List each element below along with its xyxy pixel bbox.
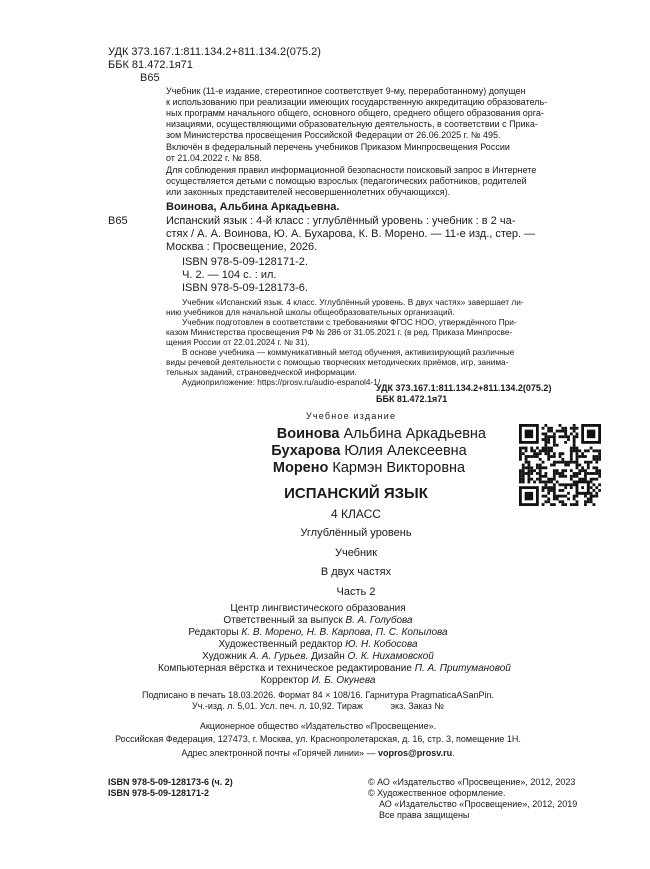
isbn-line: ISBN 978-5-09-128173-6 (ч. 2) [108, 777, 233, 787]
credit-role: Дизайн [308, 651, 348, 662]
credit-role: Художник [202, 651, 250, 662]
text-line: В основе учебника — коммуникативный метод обучения, активизирующий различные [182, 347, 515, 357]
text-line: виды речевой деятельности с помощью творческих методических приёмов, игр, занима- [166, 357, 509, 367]
credits [158, 603, 511, 687]
text-line: Москва : Просвещение, 2026. [166, 241, 318, 253]
text-line: стях / А. А. Воинова, Ю. А. Бухарова, К. В. Морено. — 11-е изд., стер. — [166, 228, 536, 240]
text-line: казом Министерства просвещения РФ № 286 от 31.05.2021 г. (в ред. Приказа Минпросве- [166, 327, 513, 337]
approval-paragraph [166, 86, 547, 141]
credit-names: И. Б. Окунева [311, 675, 376, 686]
bbk-code: ББК 81.472.1я71 [376, 394, 448, 404]
credit-names: В. А. Голубова [345, 615, 413, 626]
credit-line [158, 639, 478, 651]
author-2 [250, 443, 486, 460]
hotline-label: Адрес электронной почты «Горячей линии» — [181, 748, 378, 758]
text-line: Российская Федерация, 127473, г. Москва, ул. Краснопролетарская, д. 16, стр. 3, помещение 1Н. [115, 734, 521, 744]
authors-list [250, 426, 486, 477]
text-line: Уч.-изд. л. 5,01. Усл. печ. л. 10,92. Тираж экз. Заказ № [192, 701, 444, 711]
text-line: ISBN 978-5-09-128171-2. [182, 256, 308, 268]
author-surname: Воинова [276, 426, 340, 442]
text-line: ных программ начального общего, основного общего, среднего общего образования орга- [166, 108, 544, 118]
catalog-code: В65 [108, 215, 128, 227]
credit-line [158, 675, 478, 687]
text-line: низациями, осуществляющими образовательную деятельность, в соответствии с Прика- [166, 119, 538, 129]
text-line: Учебник (11-е издание, стереотипное соответствует 9-му, переработанному) допущен [166, 86, 526, 96]
credit-role: Редакторы [188, 627, 242, 638]
text-line: щения России от 22.01.2024 г. № 31). [166, 337, 310, 347]
text-line: Включён в федеральный перечень учебников Приказом Минпросвещения России [166, 142, 510, 152]
copyright-block [368, 777, 577, 821]
book-title: ИСПАНСКИЙ ЯЗЫК [284, 485, 428, 502]
text-line: осуществляется детьми с помощью взрослых (педагогических работников, родителей [166, 176, 527, 186]
catalog-notes [166, 297, 524, 387]
text-line: нию учебников для начальной школы общеобразовательных организаций. [166, 307, 455, 317]
credit-line [158, 663, 511, 675]
bbk-code: ББК 81.472.1я71 [108, 59, 193, 71]
credit-role: Ответственный за выпуск [223, 615, 346, 626]
credit-names: П. А. Притумановой [414, 663, 511, 674]
udk-code: УДК 373.167.1:811.134.2+811.134.2(075.2) [108, 46, 321, 58]
level: Углублённый уровень [300, 527, 412, 539]
text-line: Испанский язык : 4-й класс : углублённый уровень : учебник : в 2 ча- [166, 215, 516, 227]
safety-paragraph [166, 165, 536, 198]
copyright-line: © Художественное оформление. [368, 788, 506, 798]
hotline-email: vopros@prosv.ru [377, 748, 453, 758]
credit-names: К. В. Морено, Н. В. Карпова, П. С. Копылова [241, 627, 448, 638]
credit-line [158, 627, 478, 639]
hotline-suffix: . [452, 748, 455, 758]
credit-role: Центр лингвистического образования [230, 603, 406, 614]
author-name: Юлия Алексеевна [344, 443, 467, 459]
federal-list-paragraph [166, 142, 510, 164]
credit-names: О. К. Нихамовской [347, 651, 434, 662]
text-line: к использованию при реализации имеющих государственную аккредитацию образователь- [166, 97, 548, 107]
text-line: Ч. 2. — 104 с. : ил. [182, 269, 277, 281]
text-line: от 21.04.2022 г. № 858. [166, 153, 262, 163]
isbn-line: ISBN 978-5-09-128171-2 [108, 788, 210, 798]
credit-names: А. А. Гурьев. [249, 651, 309, 662]
author-surname: Морено [272, 460, 329, 476]
edition-label: Учебное издание [306, 411, 397, 421]
text-line: Для соблюдения правил информационной безопасности поисковый запрос в Интернете [166, 165, 537, 175]
credit-role: Компьютерная вёрстка и техническое редактирование [158, 663, 415, 674]
part-number: Часть 2 [336, 586, 376, 598]
parts: В двух частях [320, 566, 392, 578]
text-line: Аудиоприложение: https://prosv.ru/audio-espanol4-1/ [182, 377, 381, 387]
copyright-line: АО «Издательство «Просвещение», 2012, 2019 [379, 799, 578, 809]
author-1 [250, 426, 486, 443]
text-line: Акционерное общество «Издательство «Просвещение». [199, 721, 437, 731]
author-surname: Бухарова [271, 443, 341, 459]
author-name: Кармэн Викторовна [332, 460, 466, 476]
text-line: тельных заданий, страноведческой информации. [166, 367, 357, 377]
catalog-title [166, 215, 535, 254]
hotline-line [108, 746, 528, 761]
text-line: ISBN 978-5-09-128173-6. [182, 282, 308, 294]
text-line: Учебник подготовлен в соответствии с требованиями ФГОС НОО, утверждённого При- [182, 317, 517, 327]
grade: 4 КЛАСС [331, 507, 381, 521]
book-type: Учебник [334, 547, 378, 559]
credit-line [158, 651, 478, 663]
copyright-line: © АО «Издательство «Просвещение», 2012, 2023 [368, 777, 576, 787]
credit-role: Корректор [260, 675, 312, 686]
text-line: Подписано в печать 18.03.2026. Формат 84 × 108/16. Гарнитура PragmaticaASanPin. [142, 690, 494, 700]
text-line: зом Министерства просвещения Российской Федерации от 26.06.2025 г. № 495. [166, 130, 501, 140]
credit-role: Художественный редактор [218, 639, 346, 650]
udk-block [108, 46, 321, 85]
isbn-footer [108, 777, 233, 799]
text-line: Учебник «Испанский язык. 4 класс. Углублённый уровень. В двух частях» завершает ли- [182, 297, 524, 307]
catalog-udk-right [376, 383, 551, 405]
author-3 [250, 460, 486, 477]
author-mark: В65 [140, 72, 160, 84]
print-info [118, 690, 518, 712]
text-line: или законных представителей несовершеннолетних обучающихся). [166, 187, 451, 197]
catalog-isbn [182, 256, 308, 295]
qr-code-icon [519, 424, 601, 506]
author-name: Альбина Аркадьевна [343, 426, 486, 442]
publisher-info [108, 720, 528, 761]
copyright-line: Все права защищены [379, 810, 470, 820]
udk-code: УДК 373.167.1:811.134.2+811.134.2(075.2) [376, 383, 552, 393]
credit-line [158, 615, 478, 627]
credit-names: Ю. Н. Кобосова [345, 639, 418, 650]
credit-line [158, 603, 478, 615]
catalog-author: Воинова, Альбина Аркадьевна. [166, 201, 340, 213]
